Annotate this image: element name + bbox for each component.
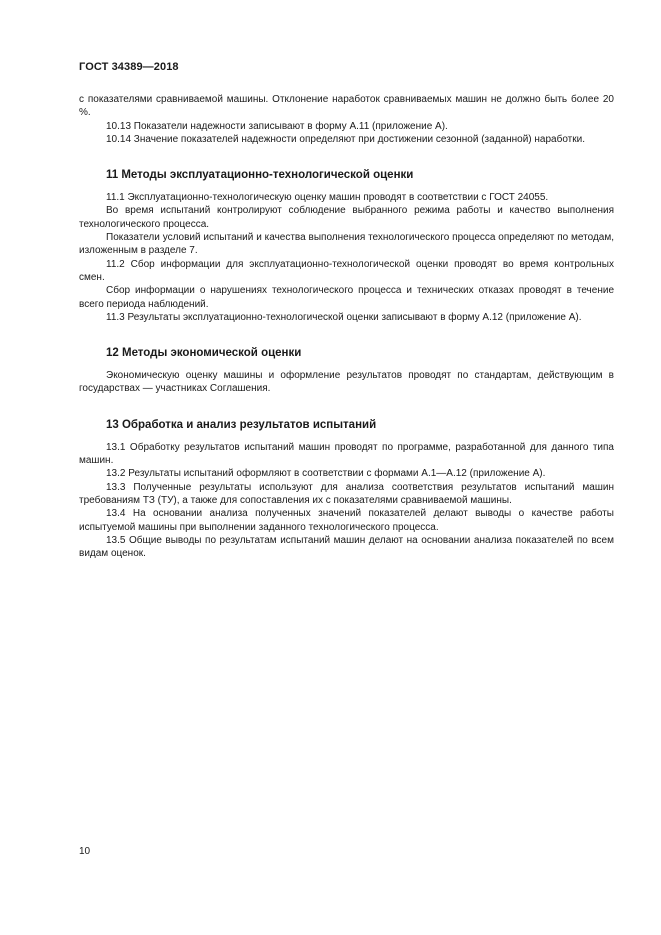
page-number: 10 xyxy=(79,846,91,857)
paragraph: 13.5 Общие выводы по результатам испытаний машин делают на основании анализа показателей по всем видам оценок. xyxy=(79,534,614,560)
paragraph: 10.14 Значение показателей надежности определяют при достижении сезонной (заданной) наработки. xyxy=(106,133,585,145)
paragraph: Экономическую оценку машины и оформление результатов проводят по стандартам, действующим в государствах — участниках Соглашения. xyxy=(79,370,614,395)
document-header: ГОСТ 34389—2018 xyxy=(79,61,179,73)
paragraph: 13.3 Полученные результаты используют для анализа соответствия результатов испытаний машин требованиям ТЗ (ТУ), а также для сопоставления их с показателями сравниваемой машины. xyxy=(79,481,614,506)
section-heading-12: 12 Методы экономической оценки xyxy=(106,347,302,360)
document-body xyxy=(79,93,614,560)
section-heading-13: 13 Обработка и анализ результатов испытаний xyxy=(106,418,377,431)
paragraph: Показатели условий испытаний и качества выполнения технологического процесса определяют по методам, изложенным в разделе 7. xyxy=(79,232,614,257)
paragraph: 11.3 Результаты эксплуатационно-технологической оценки записывают в форму А.12 (приложение А). xyxy=(106,311,582,323)
paragraph: 13.4 На основании анализа полученных значений показателей делают выводы о качестве работы испытуемой машины при выполнении заданного технологического процесса. xyxy=(79,508,614,533)
paragraph: Во время испытаний контролируют соблюдение выбранного режима работы и качество выполнения технологического процесса. xyxy=(79,205,614,230)
paragraph: 11.2 Сбор информации для эксплуатационно-технологической оценки проводят во время контрольных смен. xyxy=(79,258,614,283)
paragraph: с показателями сравниваемой машины. Отклонение наработок сравниваемых машин не должно быть более 20 %. xyxy=(79,94,614,119)
paragraph: 10.13 Показатели надежности записывают в форму А.11 (приложение А). xyxy=(106,120,448,132)
paragraph: 13.2 Результаты испытаний оформляют в соответствии с формами А.1—А.12 (приложение А). xyxy=(106,468,546,480)
section-heading-11: 11 Методы эксплуатационно-технологической оценки xyxy=(106,169,414,182)
paragraph: 11.1 Эксплуатационно-технологическую оценку машин проводят в соответствии с ГОСТ 24055. xyxy=(106,192,549,204)
paragraph: Сбор информации о нарушениях технологического процесса и технических отказах проводят в течение всего периода наблюдений. xyxy=(79,285,614,310)
paragraph: 13.1 Обработку результатов испытаний машин проводят по программе, разработанной для данного типа машин. xyxy=(79,441,614,467)
